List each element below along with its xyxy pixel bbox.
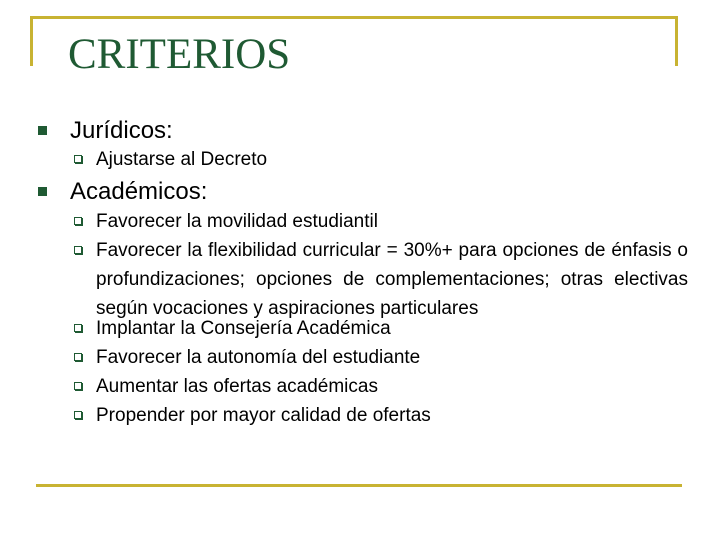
list-item-text: Propender por mayor calidad de ofertas	[96, 405, 431, 426]
square-bullet-icon	[38, 187, 47, 196]
slide-title: CRITERIOS	[68, 31, 291, 78]
list-item-text: Ajustarse al Decreto	[96, 149, 268, 170]
hollow-square-bullet-icon	[74, 382, 82, 390]
frame-left-line	[30, 16, 33, 66]
list-item-text: Aumentar las ofertas académicas	[96, 376, 378, 397]
hollow-square-bullet-icon	[74, 324, 82, 332]
hollow-square-bullet-icon	[74, 353, 82, 361]
square-bullet-icon	[38, 126, 47, 135]
frame-right-line	[675, 16, 678, 66]
list-item-text: Favorecer la movilidad estudiantil	[96, 211, 378, 232]
hollow-square-bullet-icon	[74, 217, 82, 225]
section-heading: Académicos:	[70, 178, 208, 205]
hollow-square-bullet-icon	[74, 246, 82, 254]
list-item-text: Favorecer la flexibilidad curricular = 30%+ para opciones de énfasis o profundizaciones; opciones de complementaciones; otras electivas según vocaciones y aspiraciones particulares	[96, 240, 688, 319]
frame-top-line	[30, 16, 678, 19]
list-item-text: Favorecer la autonomía del estudiante	[96, 347, 421, 368]
hollow-square-bullet-icon	[74, 411, 82, 419]
bottom-rule	[36, 484, 682, 487]
hollow-square-bullet-icon	[74, 155, 82, 163]
section-heading: Jurídicos:	[70, 117, 173, 144]
list-item-text: Implantar la Consejería Académica	[96, 318, 391, 339]
